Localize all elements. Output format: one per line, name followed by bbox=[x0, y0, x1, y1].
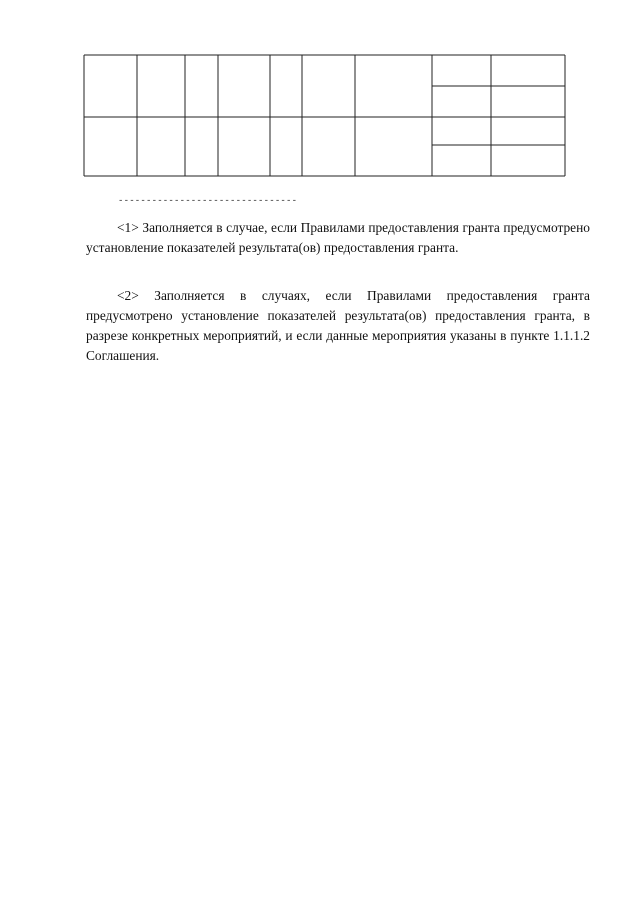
empty-table bbox=[0, 0, 640, 200]
footnote-1: <1> Заполняется в случае, если Правилами предоставления гранта предусмотрено установление показателей результата(ов) предоставления гранта. bbox=[86, 220, 590, 255]
footnote-separator: -------------------------------- bbox=[118, 196, 298, 206]
footnote-2: <2> Заполняется в случаях, если Правилами предоставления гранта предусмотрено установление показателей результата(ов) предоставления гранта, в разрезе конкретных мероприятий, и если данные мероприятия указаны в пункте 1.1.1.2 Соглашения. bbox=[86, 288, 590, 363]
